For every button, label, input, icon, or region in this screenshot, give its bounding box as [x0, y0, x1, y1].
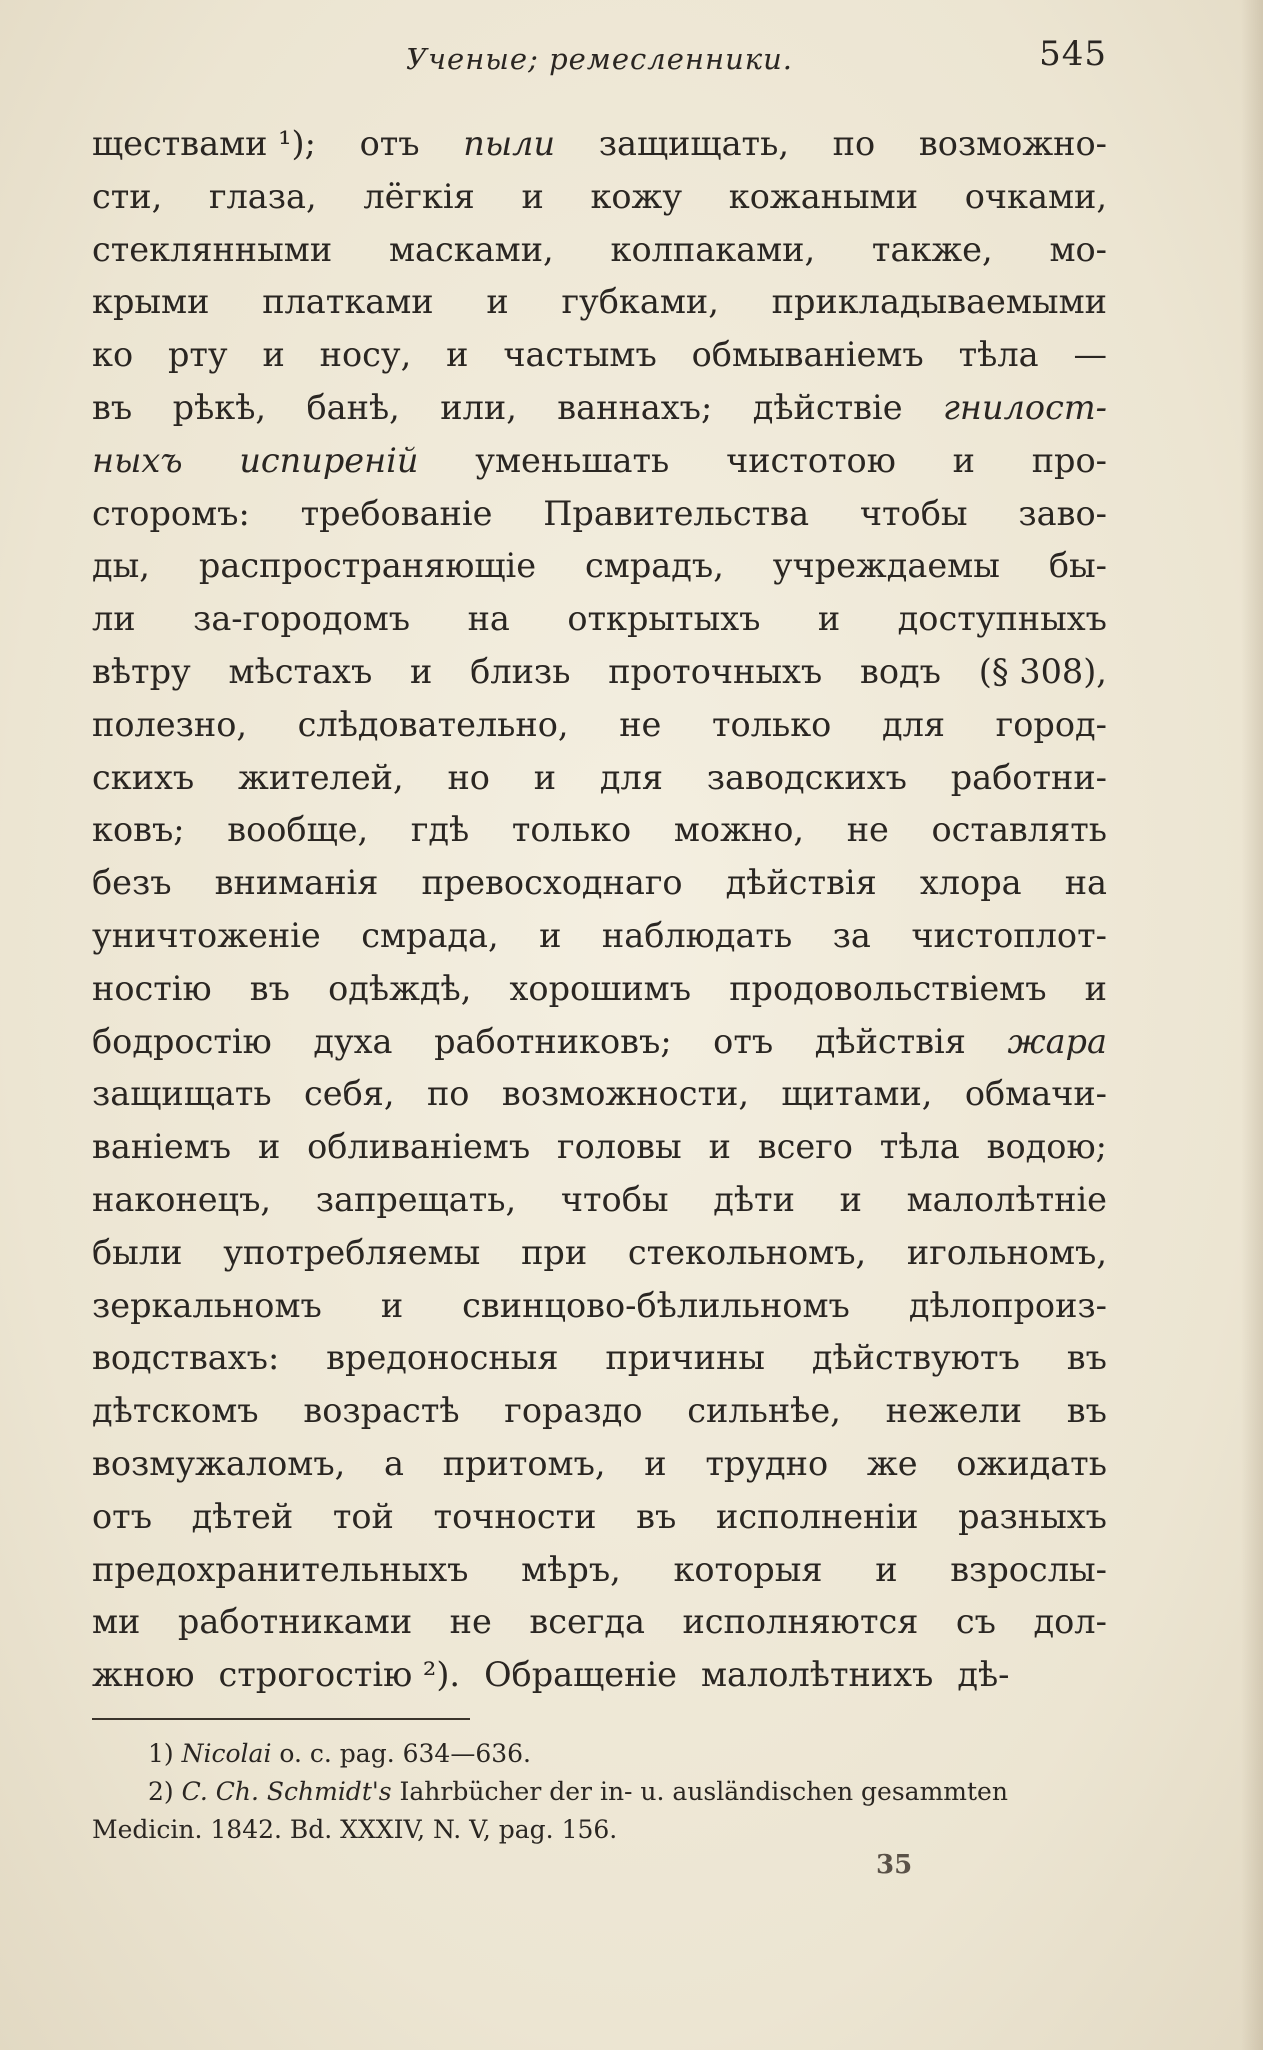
word: носу, [319, 335, 412, 375]
word: тѣла [879, 1127, 960, 1167]
word: возможности, [501, 1074, 749, 1114]
word: вообще, [227, 810, 369, 850]
word: заводскихъ [706, 757, 907, 797]
word: и [817, 599, 841, 639]
word: чистоплот- [911, 915, 1107, 955]
word: за-городомъ [193, 599, 411, 639]
footnote-2-continuation: Medicin. 1842. Bd. XXXIV, N. V, pag. 156. [92, 1815, 618, 1844]
text-line [92, 1544, 1107, 1597]
word: водствахъ: [92, 1338, 280, 1378]
word: продовольствіемъ [729, 968, 1047, 1008]
word: ностію [92, 968, 212, 1008]
word: дѣйствія [814, 1021, 966, 1061]
text-line [92, 963, 1107, 1016]
word: которыя [673, 1549, 823, 1589]
word: вниманія [214, 863, 379, 903]
word: работниковъ; [434, 1021, 672, 1061]
word: чтобы [560, 1179, 669, 1219]
word: Правительства [543, 493, 810, 533]
word: ваннахъ; [557, 387, 713, 427]
word: — [1073, 335, 1107, 375]
word: всегда [529, 1602, 645, 1642]
word: крыми [92, 282, 210, 322]
word: игольномъ, [906, 1232, 1107, 1272]
word: полезно, [92, 704, 248, 744]
word: гнилост- [943, 387, 1107, 427]
word: при [521, 1232, 588, 1272]
word: оставлять [931, 810, 1107, 850]
word: безъ [92, 863, 172, 903]
word: и [839, 1179, 862, 1219]
word: вредоносныя [326, 1338, 559, 1378]
word: духа [313, 1021, 393, 1061]
word: для [881, 704, 946, 744]
word: и [1084, 968, 1107, 1008]
word: ваніемъ [92, 1127, 232, 1167]
word: трудно [705, 1443, 829, 1483]
word: и [875, 1549, 898, 1589]
word: хлора [919, 863, 1022, 903]
word: обмачи- [964, 1074, 1107, 1114]
word: пыли [463, 124, 556, 163]
word: распространяющіе [198, 546, 537, 586]
word: и [410, 651, 433, 691]
word: предохранительныхъ [92, 1549, 469, 1589]
word: открытыхъ [567, 599, 761, 639]
page-header [92, 34, 1107, 84]
word: кожу [590, 176, 683, 216]
word: или, [440, 387, 517, 427]
word: ды, [92, 546, 150, 586]
word: жителей, [238, 757, 404, 797]
word: головы [557, 1127, 682, 1167]
word: и [952, 440, 975, 480]
footnote-2-marker: 2) [148, 1777, 174, 1806]
text-line [92, 593, 1107, 646]
word: можно, [673, 810, 805, 850]
text-line [92, 1491, 1107, 1544]
word: заво- [1018, 493, 1107, 533]
word: исполненіи [716, 1496, 919, 1536]
word: работни- [950, 757, 1107, 797]
word: только [712, 704, 832, 744]
word: въ [92, 387, 133, 427]
body-text [92, 118, 1107, 1702]
word: стекольномъ, [627, 1232, 867, 1272]
word: строгостію ²). [218, 1655, 461, 1695]
word: и [708, 1127, 731, 1167]
word: дѣйствуютъ [811, 1338, 1020, 1378]
word: свинцово-бѣлильномъ [462, 1285, 850, 1325]
word: не [846, 810, 889, 850]
word: малолѣтнихъ [700, 1655, 934, 1695]
word: жною [92, 1655, 195, 1695]
text-line [92, 646, 1107, 699]
word: Обращеніе [484, 1655, 677, 1695]
word: для [599, 757, 663, 797]
word: на [467, 599, 510, 639]
word: ми [92, 1602, 141, 1642]
word: смрада, [361, 915, 499, 955]
word: исполняются [682, 1602, 919, 1642]
word: доступныхъ [897, 599, 1107, 639]
footnote-2-text: Iahrbücher der in- u. ausländischen gesammten [399, 1777, 1008, 1806]
text-line [92, 1280, 1107, 1333]
word: по [832, 124, 876, 163]
word: и [486, 282, 509, 322]
word: сторомъ: [92, 493, 250, 533]
word: ковъ; [92, 810, 185, 850]
word: уничтоженіе [92, 915, 321, 955]
text-line [92, 1438, 1107, 1491]
text-line [92, 699, 1107, 752]
word: также, [871, 229, 993, 269]
word: вѣтру [92, 651, 191, 691]
text-line [92, 910, 1107, 963]
word: наконецъ, [92, 1179, 272, 1219]
word: не [619, 704, 662, 744]
word: мѣръ, [521, 1549, 621, 1589]
word: употребляемы [223, 1232, 481, 1272]
word: дѣйствіе [752, 387, 903, 427]
word: и [262, 335, 285, 375]
word: и [257, 1127, 281, 1167]
word: колпаками, [610, 229, 816, 269]
word: кожаными [728, 176, 919, 216]
word: скихъ [92, 757, 195, 797]
word: (§ 308), [978, 651, 1107, 691]
word: зеркальномъ [92, 1285, 322, 1325]
word: дол- [1033, 1602, 1107, 1642]
word: защищать, [598, 124, 789, 163]
word: испиреній [239, 440, 419, 480]
word: ныхъ [92, 440, 183, 480]
word: въ [1066, 1338, 1107, 1378]
word: чистотою [726, 440, 896, 480]
text-line [92, 435, 1107, 488]
word: требованіе [300, 493, 493, 533]
word: рѣкѣ, [172, 387, 267, 427]
footnote-1-marker: 1) [148, 1739, 174, 1768]
footnote-1 [92, 1735, 1107, 1773]
word: работниками [177, 1602, 413, 1642]
text-line [92, 857, 1107, 910]
page-edge-shadow [1241, 0, 1263, 2050]
word: одѣждѣ, [328, 968, 472, 1008]
word: гораздо [504, 1391, 643, 1431]
text-line [92, 382, 1107, 435]
word: сильнѣе, [687, 1391, 841, 1431]
page-number: 545 [1039, 34, 1107, 74]
word: защищать [92, 1074, 272, 1114]
word: и [539, 915, 562, 955]
word: и [446, 335, 469, 375]
word: очками, [964, 176, 1107, 216]
text-line [92, 1596, 1107, 1649]
word: сти, [92, 176, 163, 216]
word: взрослы- [950, 1549, 1107, 1589]
word: рту [167, 335, 228, 375]
word: ожидать [956, 1443, 1107, 1483]
word: съ [955, 1602, 996, 1642]
text-line [92, 224, 1107, 277]
word: малолѣтніе [906, 1179, 1107, 1219]
word: отъ [359, 124, 420, 163]
word: чтобы [859, 493, 968, 533]
text-line [92, 171, 1107, 224]
text-line [92, 1332, 1107, 1385]
text-line [92, 1121, 1107, 1174]
word: ко [92, 335, 134, 375]
footnote-rule [92, 1718, 470, 1720]
word: уменьшать [475, 440, 670, 480]
word: наблюдать [601, 915, 793, 955]
word: гдѣ [410, 810, 470, 850]
text-line [92, 540, 1107, 593]
footnote-2-author: C. Ch. Schmidt's [181, 1777, 392, 1806]
word: той [332, 1496, 394, 1536]
word: въ [1066, 1391, 1107, 1431]
word: превосходнаго [421, 863, 683, 903]
word: дѣтей [191, 1496, 294, 1536]
text-line [92, 118, 1107, 171]
word: запрещать, [315, 1179, 517, 1219]
word: мѣстахъ [228, 651, 373, 691]
word: не [449, 1602, 492, 1642]
word: слѣдовательно, [297, 704, 569, 744]
word: про- [1031, 440, 1107, 480]
word: и [521, 176, 544, 216]
word: дѣйствія [725, 863, 877, 903]
word: тѣла [958, 335, 1039, 375]
running-head: Ученые; ремесленники. [406, 42, 793, 76]
word: обмываніемъ [691, 335, 924, 375]
word: причины [605, 1338, 765, 1378]
word: губками, [561, 282, 719, 322]
word: масками, [388, 229, 554, 269]
footnotes [92, 1735, 1107, 1849]
footnote-2 [92, 1773, 1107, 1811]
word: нежели [885, 1391, 1023, 1431]
word: притомъ, [442, 1443, 606, 1483]
word: глаза, [208, 176, 317, 216]
word: дѣ- [957, 1655, 1010, 1695]
word: обливаніемъ [307, 1127, 531, 1167]
word: платками [262, 282, 434, 322]
word: но [447, 757, 490, 797]
word: въ [636, 1496, 677, 1536]
footnote-1-text: o. c. pag. 634—636. [279, 1739, 531, 1768]
word: близь [470, 651, 571, 691]
word: стеклянными [92, 229, 333, 269]
word: лёгкія [363, 176, 475, 216]
word: водъ [860, 651, 941, 691]
word: дѣлопроиз- [908, 1285, 1107, 1325]
word: и [644, 1443, 667, 1483]
word: точности [433, 1496, 597, 1536]
text-line [92, 329, 1107, 382]
text-line [92, 752, 1107, 805]
text-line [92, 488, 1107, 541]
word: учреждаемы [772, 546, 1000, 586]
word: возрастѣ [303, 1391, 460, 1431]
word: по [426, 1074, 470, 1114]
word: же [866, 1443, 918, 1483]
text-line [92, 804, 1107, 857]
text-line [92, 1016, 1107, 1069]
word: проточныхъ [608, 651, 823, 691]
word: город- [995, 704, 1107, 744]
word: щитами, [781, 1074, 933, 1114]
word: мо- [1049, 229, 1107, 269]
text-line [92, 1385, 1107, 1438]
word: себя, [304, 1074, 395, 1114]
word: а [384, 1443, 405, 1483]
word: на [1064, 863, 1107, 903]
word: бодростію [92, 1021, 272, 1061]
word: всего [757, 1127, 853, 1167]
word: прикладываемыми [771, 282, 1107, 322]
word: частымъ [503, 335, 657, 375]
word: смрадъ, [585, 546, 724, 586]
word: возмужаломъ, [92, 1443, 346, 1483]
word: дѣтскомъ [92, 1391, 259, 1431]
word: водою; [986, 1127, 1107, 1167]
word: ли [92, 599, 136, 639]
word: возможно- [918, 124, 1107, 163]
word: хорошимъ [509, 968, 692, 1008]
word: дѣти [713, 1179, 795, 1219]
word: въ [249, 968, 290, 1008]
word: за [832, 915, 871, 955]
word: ществами ¹); [92, 124, 316, 163]
word: жара [1007, 1021, 1107, 1061]
word: банѣ, [306, 387, 400, 427]
text-line [92, 1068, 1107, 1121]
text-line [92, 1227, 1107, 1280]
text-line [92, 1174, 1107, 1227]
text-line [92, 276, 1107, 329]
word: отъ [92, 1496, 153, 1536]
text-line [92, 1649, 1107, 1702]
word: отъ [713, 1021, 774, 1061]
footnote-1-author: Nicolai [181, 1739, 272, 1768]
signature-mark: 35 [876, 1850, 913, 1880]
word: были [92, 1232, 183, 1272]
word: и [380, 1285, 404, 1325]
word: и [533, 757, 557, 797]
word: разныхъ [958, 1496, 1107, 1536]
word: бы- [1048, 546, 1107, 586]
word: только [511, 810, 632, 850]
